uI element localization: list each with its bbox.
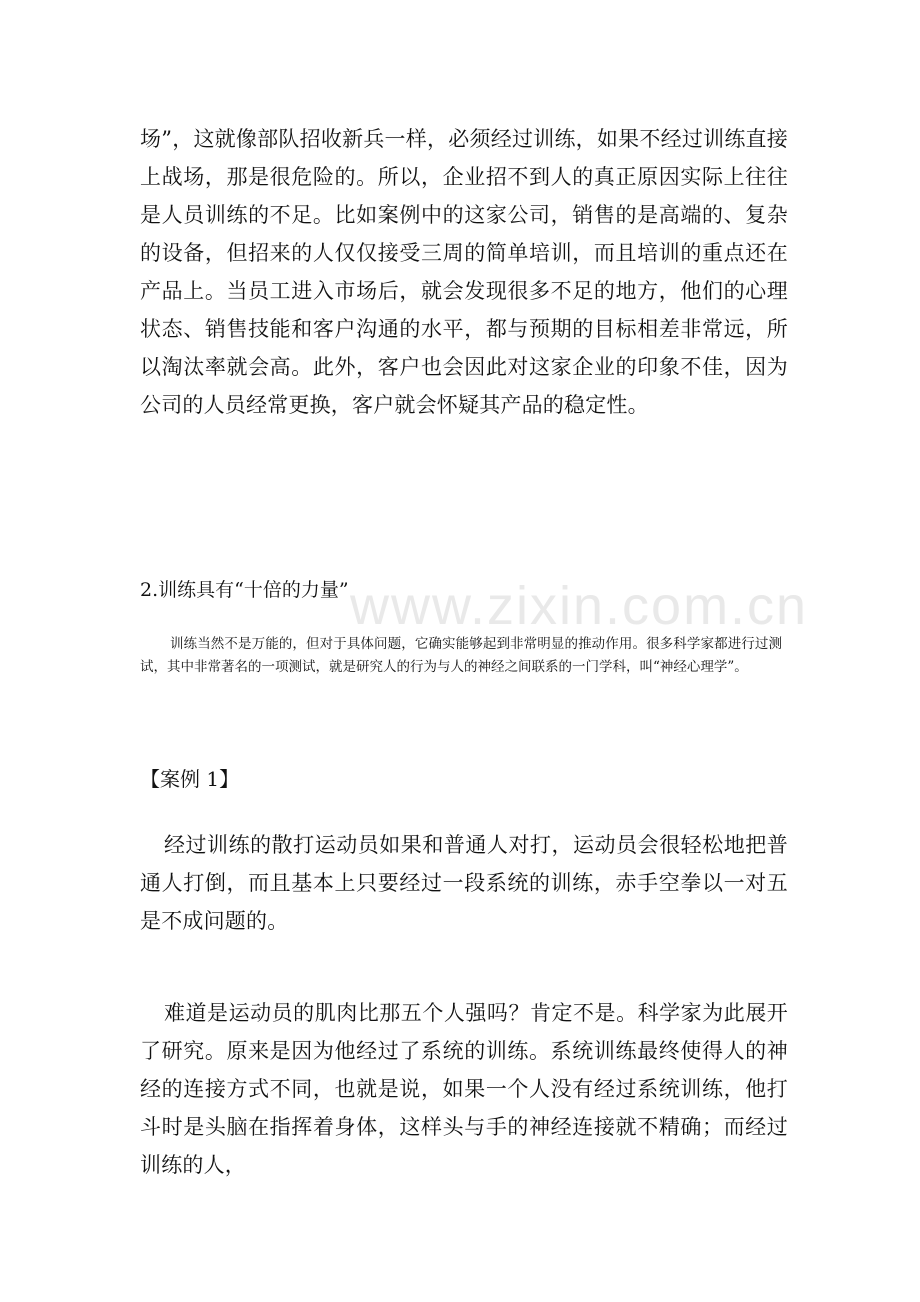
paragraph-case-boxer: 经过训练的散打运动员如果和普通人对打，运动员会很轻松地把普通人打倒，而且基本上只要经过一段系统的训练，赤手空拳以一对五是不成问题的。 [140, 833, 788, 933]
watermark: www.zixin.com.cn [350, 576, 809, 636]
case-label: 【案例 1】 [140, 767, 240, 791]
paragraph-neuropsychology: 训练当然不是万能的，但对于具体问题，它确实能够起到非常明显的推动作用。很多科学家都进行过测试，其中非常著名的一项测试，就是研究人的行为与人的神经之间联系的一门学科，叫“神经心理学”。 [140, 636, 782, 675]
paragraph-training-shortage: 场”，这就像部队招收新兵一样，必须经过训练，如果不经过训练直接上战场，那是很危险的。所以，企业招不到人的真正原因实际上往往是人员训练的不足。比如案例中的这家公司，销售的是高端的、复杂的设备，但招来的人仅仅接受三周的简单培训，而且培训的重点还在产品上。当员工进入市场后，就会发现很多不足的地方，他们的心理状态、销售技能和客户沟通的水平，都与预期的目标相差非常远，所以淘汰率就会高。此外，客户也会因此对这家企业的印象不佳，因为公司的人员经常更换，客户就会怀疑其产品的稳定性。 [140, 127, 788, 417]
paragraph-case-research: 难道是运动员的肌肉比那五个人强吗？肯定不是。科学家为此展开了研究。原来是因为他经过了系统的训练。系统训练最终使得人的神经的连接方式不同，也就是说，如果一个人没有经过系统训练，他打斗时是头脑在指挥着身体，这样头与手的神经连接就不精确；而经过训练的人， [140, 1001, 788, 1177]
section-heading: 2.训练具有“十倍的力量” [140, 579, 349, 601]
